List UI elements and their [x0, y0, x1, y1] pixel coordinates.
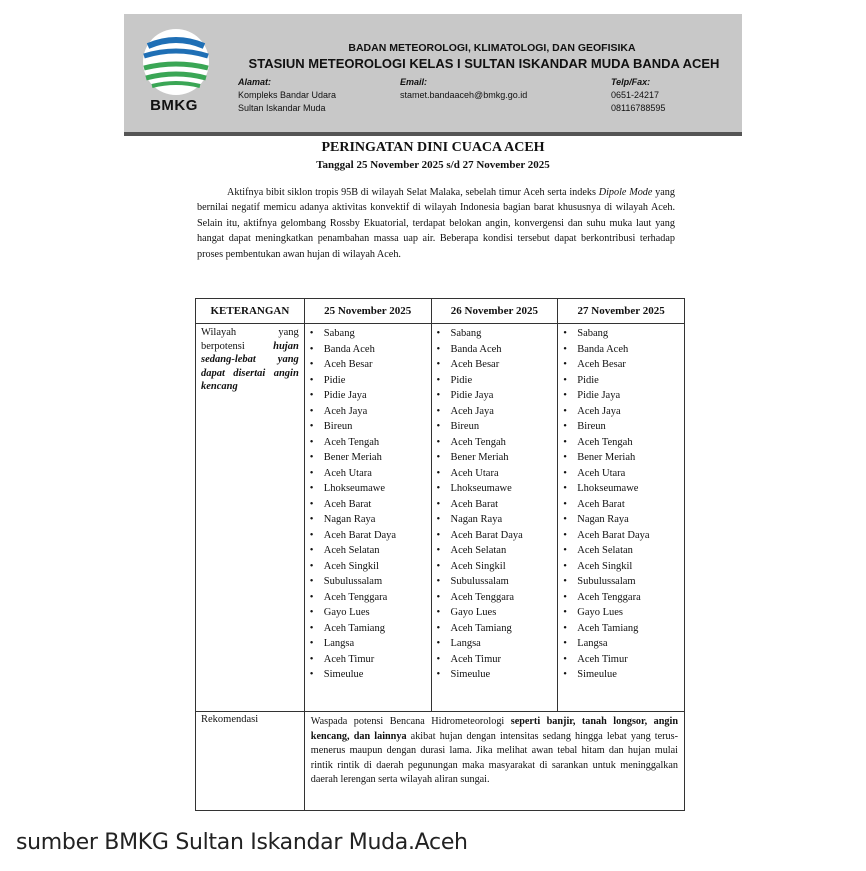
list-item: • Nagan Raya — [437, 512, 553, 528]
list-item: • Aceh Singkil — [437, 559, 553, 575]
list-item: • Pidie — [310, 373, 426, 389]
rec-text: akibat hujan dengan intensitas sedang hingga lebat yang terus-menerus maupun dengan durasi lama. Jika melihat awan tebal hitam dan hujan mulai rintik rintik di daerah pegunungan maka masyarakat di sarankan untuk meninggalkan daerah lerengan serta wilayah aliran sungai. — [310, 730, 678, 785]
email-label: Email: — [400, 77, 428, 87]
list-item: • Pidie Jaya — [437, 388, 553, 404]
label-text: Wilayah yang berpotensi — [201, 327, 299, 352]
address-line: Sultan Iskandar Muda — [238, 103, 326, 113]
list-item: • Banda Aceh — [437, 342, 553, 358]
list-item: • Bireun — [310, 419, 426, 435]
list-item: • Aceh Timur — [437, 652, 553, 668]
regions-day2 — [431, 324, 558, 712]
list-item: • Nagan Raya — [310, 512, 426, 528]
email-address: stamet.bandaaceh@bmkg.go.id — [400, 90, 528, 100]
table-row — [196, 712, 685, 811]
list-item: • Aceh Jaya — [563, 404, 679, 420]
list-item: • Aceh Tenggara — [437, 590, 553, 606]
list-item: • Aceh Tengah — [437, 435, 553, 451]
list-item: • Aceh Timur — [310, 652, 426, 668]
paragraph-text: yang bernilai negatif memicu adanya aktivitas konvektif di wilayah Indonesia bagian barat khususnya di wilayah Aceh. Selain itu, aktifnya gelombang Rossby Ekuatorial, terdapat belokan angin, konvergensi dan suhu muka laut yang hangat dapat meningkatkan penambahan massa uap air. Beberapa kondisi tersebut dapat berkontribusi terhadap proses pembentukan awan hujan di wilayah Aceh. — [197, 187, 675, 260]
region-list — [563, 326, 679, 683]
list-item: • Simeulue — [310, 667, 426, 683]
header-date: 26 November 2025 — [431, 299, 558, 324]
label-bold-text: hujan sedang-lebat yang dapat disertai angin kencang — [201, 340, 299, 392]
list-item: • Aceh Utara — [437, 466, 553, 482]
list-item: • Pidie Jaya — [563, 388, 679, 404]
list-item: • Sabang — [563, 326, 679, 342]
list-item: • Aceh Barat Daya — [310, 528, 426, 544]
list-item: • Lhokseumawe — [310, 481, 426, 497]
header-date: 25 November 2025 — [304, 299, 431, 324]
intro-paragraph — [197, 185, 675, 262]
list-item: • Subulussalam — [563, 574, 679, 590]
list-item: • Simeulue — [437, 667, 553, 683]
table-header-row — [196, 299, 685, 324]
list-item: • Aceh Barat — [310, 497, 426, 513]
row-label-rekomendasi: Rekomendasi — [196, 712, 305, 811]
list-item: • Aceh Tenggara — [563, 590, 679, 606]
list-item: • Aceh Selatan — [310, 543, 426, 559]
regions-day3 — [558, 324, 685, 712]
date-range: Tanggal 25 November 2025 s/d 27 November 2025 — [316, 159, 550, 171]
list-item: • Gayo Lues — [310, 605, 426, 621]
list-item: • Aceh Besar — [437, 357, 553, 373]
list-item: • Aceh Utara — [563, 466, 679, 482]
list-item: • Langsa — [437, 636, 553, 652]
list-item: • Aceh Tenggara — [310, 590, 426, 606]
list-item: • Subulussalam — [310, 574, 426, 590]
list-item: • Aceh Besar — [563, 357, 679, 373]
list-item: • Aceh Tamiang — [563, 621, 679, 637]
rec-bold-text: seperti banjir, tanah longsor, angin kencang, dan lainnya — [310, 716, 678, 742]
logo-text: BMKG — [150, 97, 198, 114]
list-item: • Langsa — [563, 636, 679, 652]
list-item: • Simeulue — [563, 667, 679, 683]
regions-day1 — [304, 324, 431, 712]
list-item: • Bener Meriah — [437, 450, 553, 466]
list-item: • Aceh Singkil — [310, 559, 426, 575]
region-list — [310, 326, 426, 683]
list-item: • Lhokseumawe — [437, 481, 553, 497]
list-item: • Aceh Utara — [310, 466, 426, 482]
header-keterangan: KETERANGAN — [196, 299, 305, 324]
row-label-wilayah — [196, 324, 305, 712]
list-item: • Aceh Selatan — [437, 543, 553, 559]
list-item: • Bener Meriah — [563, 450, 679, 466]
source-caption: sumber BMKG Sultan Iskandar Muda.Aceh — [16, 830, 468, 855]
list-item: • Banda Aceh — [563, 342, 679, 358]
list-item: • Aceh Timur — [563, 652, 679, 668]
list-item: • Aceh Barat Daya — [563, 528, 679, 544]
list-item: • Pidie Jaya — [310, 388, 426, 404]
address-line: Kompleks Bandar Udara — [238, 90, 337, 100]
list-item: • Lhokseumawe — [563, 481, 679, 497]
address-block — [238, 76, 336, 115]
header-date: 27 November 2025 — [558, 299, 685, 324]
list-item: • Aceh Barat — [437, 497, 553, 513]
region-list — [437, 326, 553, 683]
paragraph-italic: Dipole Mode — [598, 187, 653, 198]
list-item: • Aceh Barat — [563, 497, 679, 513]
phone-label: Telp/Fax: — [611, 77, 651, 87]
station-name: STASIUN METEOROLOGI KELAS I SULTAN ISKANDAR MUDA BANDA ACEH — [248, 56, 720, 71]
list-item: • Aceh Besar — [310, 357, 426, 373]
list-item: • Aceh Tengah — [310, 435, 426, 451]
list-item: • Gayo Lues — [563, 605, 679, 621]
list-item: • Pidie — [563, 373, 679, 389]
phone-number: 08116788595 — [611, 103, 666, 113]
list-item: • Sabang — [310, 326, 426, 342]
list-item: • Aceh Barat Daya — [437, 528, 553, 544]
list-item: • Aceh Tamiang — [310, 621, 426, 637]
list-item: • Aceh Tengah — [563, 435, 679, 451]
list-item: • Bener Meriah — [310, 450, 426, 466]
table-row — [196, 324, 685, 712]
list-item: • Gayo Lues — [437, 605, 553, 621]
email-block — [400, 76, 527, 102]
list-item: • Sabang — [437, 326, 553, 342]
list-item: • Bireun — [563, 419, 679, 435]
document-title: PERINGATAN DINI CUACA ACEH — [321, 140, 545, 155]
list-item: • Banda Aceh — [310, 342, 426, 358]
list-item: • Subulussalam — [437, 574, 553, 590]
recommendation-text — [304, 712, 684, 811]
list-item: • Nagan Raya — [563, 512, 679, 528]
list-item: • Aceh Jaya — [310, 404, 426, 420]
list-item: • Langsa — [310, 636, 426, 652]
paragraph-text: Aktifnya bibit siklon tropis 95B di wilayah Selat Malaka, sebelah timur Aceh serta indeks — [227, 187, 599, 198]
list-item: • Pidie — [437, 373, 553, 389]
rec-text: Waspada potensi Bencana Hidrometeorologi — [310, 716, 511, 727]
list-item: • Aceh Tamiang — [437, 621, 553, 637]
warning-document — [124, 14, 742, 820]
list-item: • Bireun — [437, 419, 553, 435]
warning-table — [195, 298, 685, 811]
phone-number: 0651-24217 — [611, 90, 660, 100]
list-item: • Aceh Singkil — [563, 559, 679, 575]
address-label: Alamat: — [238, 77, 272, 87]
agency-name: BADAN METEOROLOGI, KLIMATOLOGI, DAN GEOFISIKA — [348, 42, 636, 54]
phone-block — [611, 76, 665, 115]
list-item: • Aceh Jaya — [437, 404, 553, 420]
list-item: • Aceh Selatan — [563, 543, 679, 559]
letterhead — [124, 14, 742, 136]
